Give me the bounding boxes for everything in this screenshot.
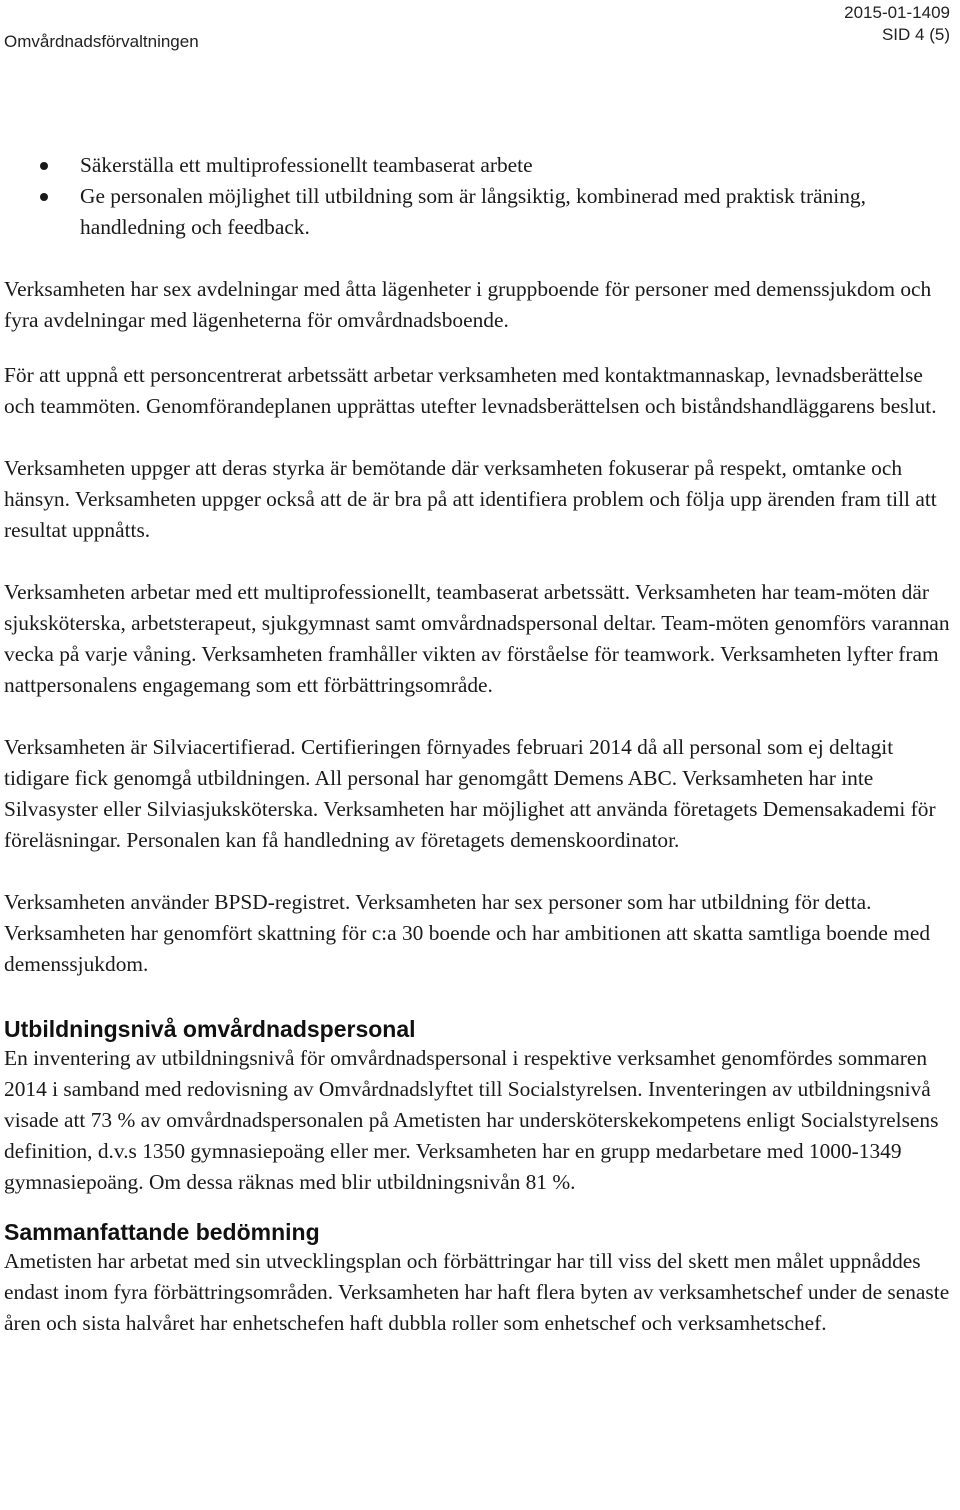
document-body — [4, 150, 954, 1339]
page-header-meta — [844, 2, 950, 46]
section-text: En inventering av utbildningsnivå för omvårdnadspersonal i respektive verksamhet genomfördes sommaren 2014 i samband med redovisning av Omvårdnadslyftet till Socialstyrelsen. Inventeringen av utbildningsnivå visade att 73 % av omvårdnadspersonalen på Ametisten har undersköterskekompetens enligt Socialstyrelsens definition, d.v.s 1350 gymnasiepoäng eller mer. Verksamheten har en grupp medarbetare med 1000-1349 gymnasiepoäng. Om dessa räknas med blir utbildningsnivån 81 %. — [4, 1046, 939, 1194]
paragraph: Verksamheten är Silviacertifierad. Certifieringen förnyades februari 2014 då all personal som ej deltagit tidigare fick genomgå utbildningen. All personal har genomgått Demens ABC. Verksamheten har inte Silvasyster eller Silviasjuksköterska. Verksamheten har möjlighet att använda företagets Demensakademi för föreläsningar. Personalen kan få handledning av företagets demenskoordinator. — [4, 735, 936, 852]
paragraph: Verksamheten arbetar med ett multiprofessionellt, teambaserat arbetssätt. Verksamheten har team-möten där sjuksköterska, arbetsterapeut, sjukgymnast samt omvårdnadspersonal deltar. Team-möten genomförs varannan vecka på varje våning. Verksamheten framhåller vikten av förståelse för teamwork. Verksamheten lyfter fram nattpersonalens engagemang som ett förbättringsområde. — [4, 580, 950, 697]
bullet-list — [4, 150, 954, 243]
paragraph: Verksamheten använder BPSD-registret. Verksamheten har sex personer som har utbildning för detta. Verksamheten har genomfört skattning för c:a 30 boende och har ambitionen att skatta samtliga boende med demenssjukdom. — [4, 890, 931, 976]
paragraph: För att uppnå ett personcentrerat arbetssätt arbetar verksamheten med kontaktmannaskap, levnadsberättelse och teammöten. Genomförandeplanen upprättas utefter levnadsberättelsen och biståndshandläggarens beslut. — [4, 363, 937, 418]
bullet-item: Ge personalen möjlighet till utbildning som är långsiktig, kombinerad med praktisk träning, handledning och feedback. — [4, 181, 954, 243]
organization-name: Omvårdnadsförvaltningen — [4, 32, 199, 51]
section-heading: Sammanfattande bedömning — [4, 1219, 320, 1245]
bullet-item: Säkerställa ett multiprofessionellt teambaserat arbete — [4, 150, 954, 181]
paragraph: Verksamheten uppger att deras styrka är bemötande där verksamheten fokuserar på respekt, omtanke och hänsyn. Verksamheten uppger också att de är bra på att identifiera problem och följa upp ärenden fram till att resultat uppnåtts. — [4, 456, 937, 542]
page-number: SID 4 (5) — [881, 25, 950, 44]
section-text: Ametisten har arbetat med sin utvecklingsplan och förbättringar har till viss del skett men målet uppnåddes endast inom fyra förbättringsområden. Verksamheten har haft flera byten av verksamhetschef under de senaste åren och sista halvåret har enhetschefen haft dubbla roller som enhetschef och verksamhetschef. — [4, 1249, 950, 1335]
paragraph: Verksamheten har sex avdelningar med åtta lägenheter i gruppboende för personer med demenssjukdom och fyra avdelningar med lägenheterna för omvårdnadsboende. — [4, 277, 932, 332]
section-heading: Utbildningsnivå omvårdnadspersonal — [4, 1016, 416, 1042]
document-date: 2015-01-1409 — [844, 3, 950, 22]
